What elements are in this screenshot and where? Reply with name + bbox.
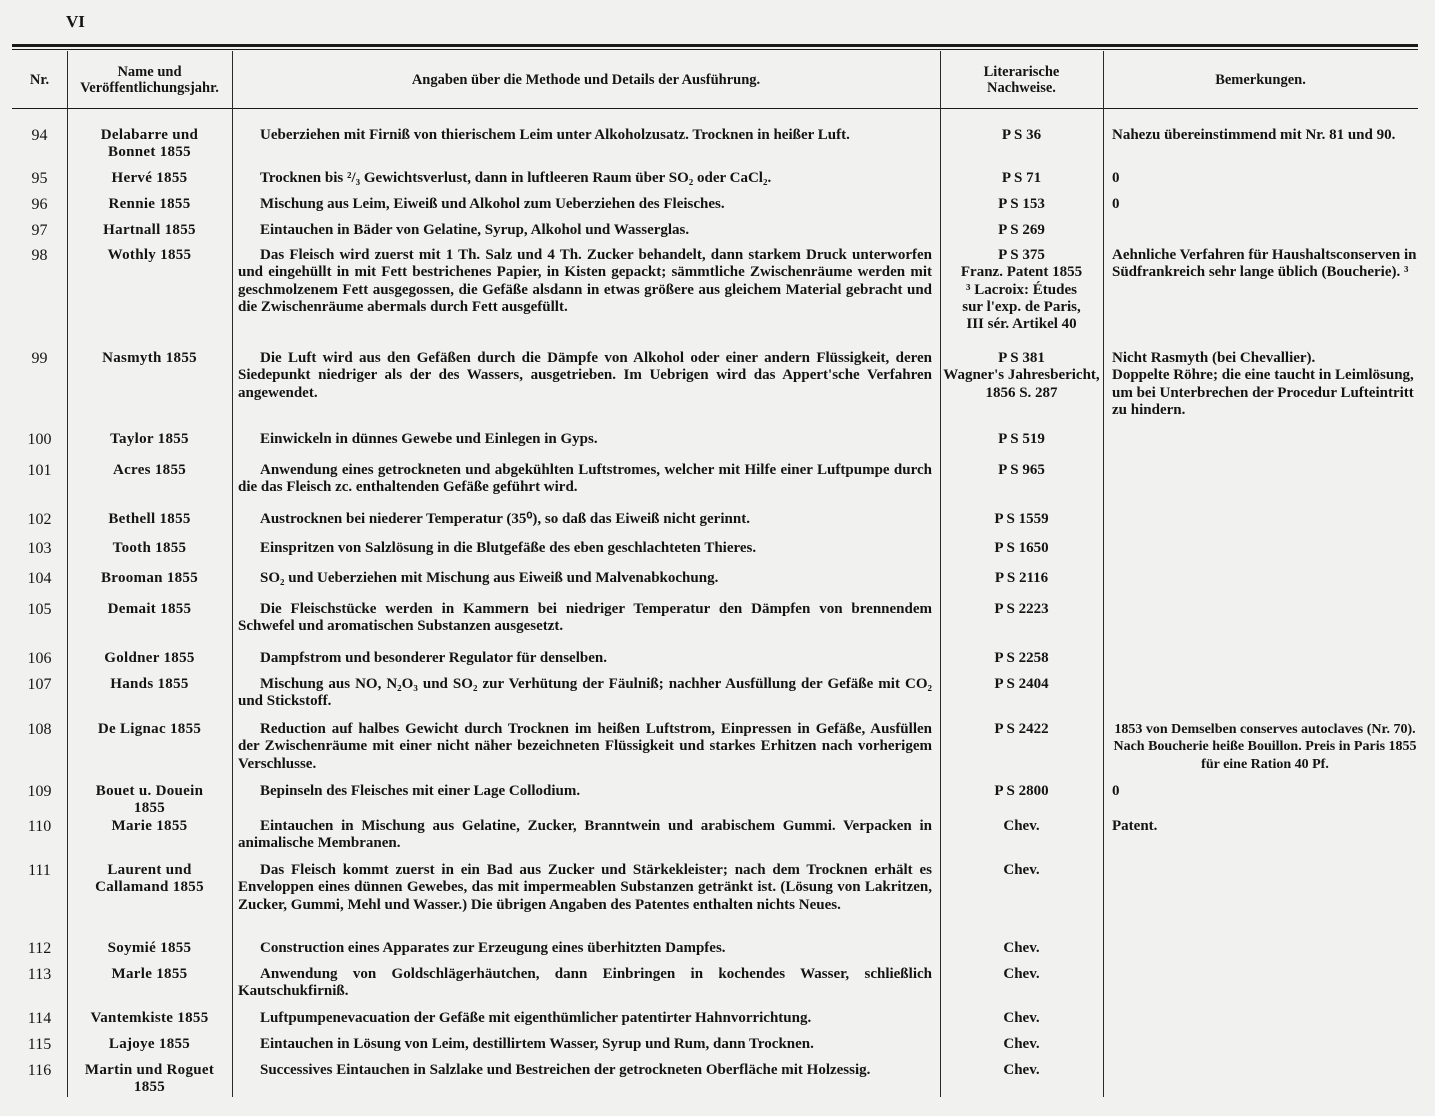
- row-name: Taylor 1855: [110, 431, 189, 447]
- row-description: Die Luft wird aus den Gefäßen durch die Dämpfe von Alkohol oder einer andern Flüssigkeit, deren Siedepunkt niedriger als der des Wassers, ausgetrieben. Im Uebrigen wird das Appert'sche Verfahren angewendet.: [238, 350, 932, 401]
- row-literature: P S 2422: [994, 721, 1049, 737]
- row-literature: P S 1650: [994, 540, 1049, 556]
- row-number: 108: [27, 721, 52, 738]
- row-description: SO₂ und Ueberziehen mit Mischung aus Eiweiß und Malvenabkochung.: [260, 570, 719, 586]
- row-number: 107: [27, 676, 52, 693]
- page-number: VI: [66, 12, 85, 31]
- table-top-rule: [12, 44, 1418, 47]
- row-description: Bepinseln des Fleisches mit einer Lage Collodium.: [260, 783, 581, 799]
- header-description: Angaben über die Methode und Details der Ausführung.: [411, 71, 761, 88]
- row-description: Trocknen bis ²/₃ Gewichtsverlust, dann in luftleeren Raum über SO₂ oder CaCl₂.: [260, 170, 772, 186]
- row-description: Mischung aus Leim, Eiweiß und Alkohol zum Ueberziehen des Fleisches.: [260, 196, 725, 212]
- row-description: Eintauchen in Bäder von Gelatine, Syrup, Alkohol und Wasserglas.: [260, 222, 690, 238]
- row-description: Das Fleisch kommt zuerst in ein Bad aus Zucker und Stärkekleister; nach dem Trocknen erhält es Enveloppen eines dünnen Gewebes, das mit impermeablen Substanzen getränkt ist. (Lösung von Lakritzen, Zucker, Gummi, Mehl und Wasser.) Die übrigen Angaben des Patentes enthalten nichts Neues.: [238, 862, 932, 913]
- row-number: 102: [27, 511, 52, 528]
- row-description: Dampfstrom und besonderer Regulator für denselben.: [260, 650, 607, 666]
- row-name: Wothly 1855: [107, 247, 192, 263]
- row-number: 97: [31, 222, 48, 239]
- row-name: Brooman 1855: [100, 570, 199, 586]
- row-number: 114: [27, 1010, 52, 1027]
- row-literature: P S 375 Franz. Patent 1855 ³ Lacroix: Études sur l'exp. de Paris, III sér. Artikel 40: [960, 247, 1083, 333]
- row-name: Martin und Roguet 1855: [84, 1062, 215, 1096]
- row-description: Eintauchen in Mischung aus Gelatine, Zucker, Branntwein und arabischem Gummi. Verpacken in animalische Membranen.: [238, 818, 932, 852]
- header-literature: Literarische Nachweise.: [983, 63, 1060, 96]
- row-number: 100: [27, 431, 52, 448]
- row-name: Goldner 1855: [104, 650, 195, 666]
- row-description: Mischung aus NO, N₂O₃ und SO₂ zur Verhütung der Fäulniß; nachher Ausfüllung der Gefäße mit CO₂ und Stickstoff.: [238, 676, 932, 710]
- row-literature: Chev.: [1003, 818, 1040, 834]
- header-name: Name und Veröffentlichungsjahr.: [80, 63, 219, 96]
- row-name: Nasmyth 1855: [102, 350, 197, 366]
- row-name: Demait 1855: [107, 601, 192, 617]
- row-number: 116: [27, 1062, 52, 1079]
- row-remarks: Patent.: [1112, 818, 1158, 834]
- row-number: 109: [27, 783, 52, 800]
- row-name: Hartnall 1855: [103, 222, 196, 238]
- row-remarks: 0: [1112, 783, 1120, 799]
- row-description: Eintauchen in Lösung von Leim, destillirtem Wasser, Syrup und Rum, dann Trocknen.: [260, 1036, 814, 1052]
- row-literature: P S 2258: [994, 650, 1049, 666]
- row-number: 104: [27, 570, 52, 587]
- row-literature: P S 36: [1001, 127, 1042, 143]
- row-number: 94: [31, 127, 48, 144]
- row-remarks: 0: [1112, 196, 1120, 212]
- header-nr: Nr.: [29, 71, 50, 88]
- row-literature: P S 1559: [994, 511, 1049, 527]
- row-name: Acres 1855: [112, 462, 187, 478]
- row-name: Rennie 1855: [108, 196, 191, 212]
- row-description: Anwendung eines getrockneten und abgekühlten Luftstromes, welcher mit Hilfe einer Luftpumpe durch die das Fleisch zc. enthaltenden Gefäße geführt wird.: [238, 462, 932, 496]
- row-number: 110: [27, 818, 52, 835]
- row-remarks: Nicht Rasmyth (bei Chevallier). Doppelte Röhre; die eine taucht in Leimlösung, um bei Unterbrechen der Procedur Lufteintritt zu hindern.: [1112, 350, 1414, 418]
- row-name: Hands 1855: [110, 676, 189, 692]
- row-literature: P S 71: [1001, 170, 1042, 186]
- row-description: Luftpumpenevacuation der Gefäße mit eigenthümlicher patentirter Hahnvorrichtung.: [260, 1010, 812, 1026]
- row-number: 106: [27, 650, 52, 667]
- row-literature: Chev.: [1003, 862, 1040, 878]
- row-literature: Chev.: [1003, 1010, 1040, 1026]
- row-remarks: 1853 von Demselben conserves autoclaves (Nr. 70). Nach Boucherie heiße Bouillon. Preis in Paris 1855 für eine Ration 40 Pf.: [1113, 722, 1417, 772]
- row-name: Soymié 1855: [107, 940, 192, 956]
- row-name: De Lignac 1855: [97, 721, 202, 737]
- row-name: Lajoye 1855: [108, 1036, 191, 1052]
- row-number: 98: [31, 247, 48, 264]
- row-literature: P S 2116: [994, 570, 1049, 586]
- row-number: 101: [27, 462, 52, 479]
- row-remarks: Nahezu übereinstimmend mit Nr. 81 und 90.: [1112, 127, 1396, 143]
- row-literature: Chev.: [1003, 966, 1040, 982]
- column-divider: [1103, 51, 1104, 1097]
- row-description: Einspritzen von Salzlösung in die Blutgefäße des eben geschlachteten Thieres.: [260, 540, 757, 556]
- row-number: 113: [27, 966, 52, 983]
- row-description: Austrocknen bei niederer Temperatur (35⁰), so daß das Eiweiß nicht gerinnt.: [260, 511, 750, 527]
- row-number: 95: [31, 170, 48, 187]
- row-number: 112: [27, 940, 52, 957]
- row-literature: Chev.: [1003, 1036, 1040, 1052]
- row-description: Construction eines Apparates zur Erzeugung eines überhitzten Dampfes.: [260, 940, 726, 956]
- row-number: 115: [27, 1036, 52, 1053]
- row-name: Marle 1855: [111, 966, 188, 982]
- row-literature: Chev.: [1003, 1062, 1040, 1078]
- row-number: 99: [31, 350, 48, 367]
- row-literature: P S 965: [998, 462, 1045, 478]
- row-name: Laurent und Callamand 1855: [95, 862, 204, 896]
- row-description: Einwickeln in dünnes Gewebe und Einlegen in Gyps.: [260, 431, 598, 447]
- header-bottom-rule: [12, 108, 1418, 109]
- row-literature: P S 269: [998, 222, 1045, 238]
- row-literature: P S 381 Wagner's Jahresbericht, 1856 S. 287: [943, 350, 1100, 401]
- row-number: 96: [31, 196, 48, 213]
- row-number: 103: [27, 540, 52, 557]
- header-remarks: Bemerkungen.: [1215, 71, 1306, 88]
- row-name: Vantemkiste 1855: [90, 1010, 209, 1026]
- row-literature: P S 153: [998, 196, 1045, 212]
- table-top-rule-thin: [12, 49, 1418, 50]
- row-literature: P S 519: [998, 431, 1045, 447]
- row-description: Das Fleisch wird zuerst mit 1 Th. Salz und 4 Th. Zucker behandelt, dann starkem Druck unterworfen und eingehüllt in mit Fett bestrichenes Papier, in Kisten gepackt; sämmtliche Zwischenräume werden mit geschmolzenem Fett ausgegossen, die Gefäße alsdann in etwas größere aus gleichem Material gebracht und die Zwischenräume abermals durch Fett ausgefüllt.: [238, 247, 932, 315]
- row-name: Bouet u. Douein 1855: [95, 783, 204, 817]
- row-remarks: Aehnliche Verfahren für Haushaltsconserven in Südfrankreich sehr lange üblich (Boucherie). ³: [1112, 247, 1417, 281]
- row-name: Tooth 1855: [112, 540, 187, 556]
- row-literature: Chev.: [1003, 940, 1040, 956]
- row-description: Anwendung von Goldschlägerhäutchen, dann Einbringen in kochendes Wasser, schließlich Kautschukfirniß.: [238, 966, 932, 1000]
- row-description: Ueberziehen mit Firniß von thierischem Leim unter Alkoholzusatz. Trocknen in heißer Luft.: [260, 127, 850, 143]
- row-remarks: 0: [1112, 170, 1120, 186]
- row-number: 105: [27, 601, 52, 618]
- row-name: Marie 1855: [111, 818, 188, 834]
- row-name: Delabarre und Bonnet 1855: [100, 127, 199, 161]
- row-description: Reduction auf halbes Gewicht durch Trocknen im heißen Luftstrom, Einpressen in Gefäße, Ausfüllen der Zwischenräume mit einer nicht näher bezeichneten Flüssigkeit und starkes Erhitzen nach vorherigem Verschlusse.: [238, 721, 932, 772]
- row-description: Die Fleischstücke werden in Kammern bei niedriger Temperatur den Dämpfen von brennendem Schwefel und aromatischen Substanzen ausgesetzt.: [238, 601, 932, 635]
- row-description: Successives Eintauchen in Salzlake und Bestreichen der getrockneten Oberfläche mit Holzessig.: [260, 1062, 871, 1078]
- row-literature: P S 2404: [994, 676, 1049, 692]
- column-divider: [232, 51, 233, 1097]
- row-literature: P S 2223: [994, 601, 1049, 617]
- row-name: Bethell 1855: [108, 511, 191, 527]
- row-name: Hervé 1855: [111, 170, 188, 186]
- row-number: 111: [28, 862, 51, 879]
- row-literature: P S 2800: [994, 783, 1049, 799]
